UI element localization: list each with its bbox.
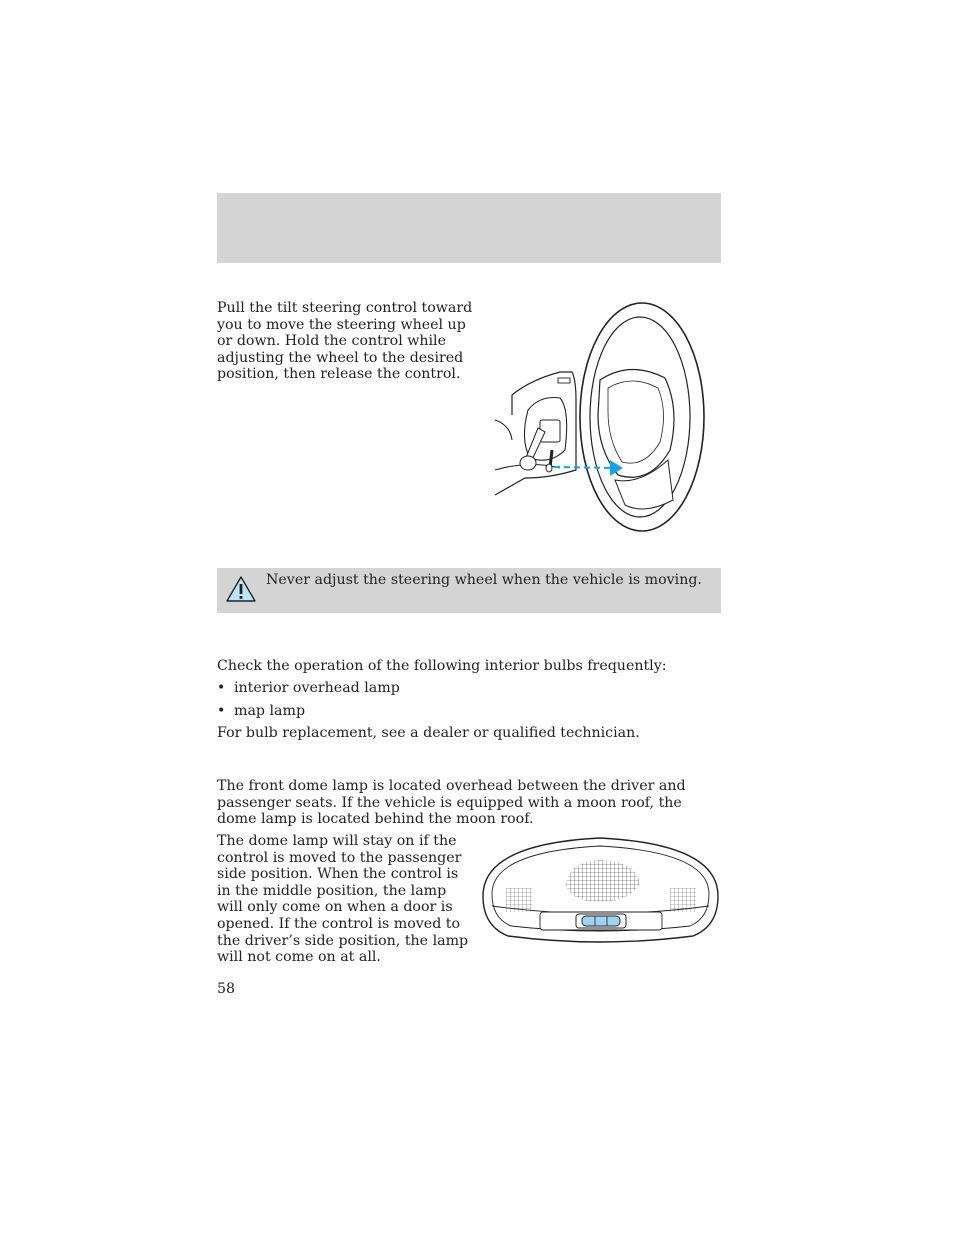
steering-wheel-illustration bbox=[490, 300, 710, 535]
list-item-text: map lamp bbox=[234, 703, 306, 719]
list-item-text: interior overhead lamp bbox=[234, 680, 400, 696]
dome-lamp-location: The front dome lamp is located overhead between the driver and passenger seats. If the vehicle is equipped with a moon roof, the dome lamp is located behind the moon roof. bbox=[217, 778, 686, 828]
bullet-glyph: • bbox=[217, 680, 226, 696]
warning-box bbox=[217, 568, 721, 613]
bullet-glyph: • bbox=[217, 703, 226, 719]
warning-text: Never adjust the steering wheel when the vehicle is moving. bbox=[266, 572, 702, 588]
bulb-replacement-note: For bulb replacement, see a dealer or qualified technician. bbox=[217, 725, 640, 741]
section-header-band bbox=[217, 193, 721, 263]
dome-lamp-operation: The dome lamp will stay on if the control is moved to the passenger side position. When the control is in the middle position, the lamp will only come on when a door is opened. If the control is moved to the driver’s side position, the lamp will not come on at all. bbox=[217, 833, 469, 966]
dome-lamp-illustration bbox=[478, 836, 723, 948]
warning-triangle-icon bbox=[225, 575, 257, 603]
tilt-steering-instructions: Pull the tilt steering control toward you to move the steering wheel up or down. Hold the control while adjusting the wheel to the desired position, then release the control. bbox=[217, 300, 473, 383]
page-number: 58 bbox=[217, 981, 236, 997]
bulb-check-intro: Check the operation of the following interior bulbs frequently: bbox=[217, 658, 667, 674]
